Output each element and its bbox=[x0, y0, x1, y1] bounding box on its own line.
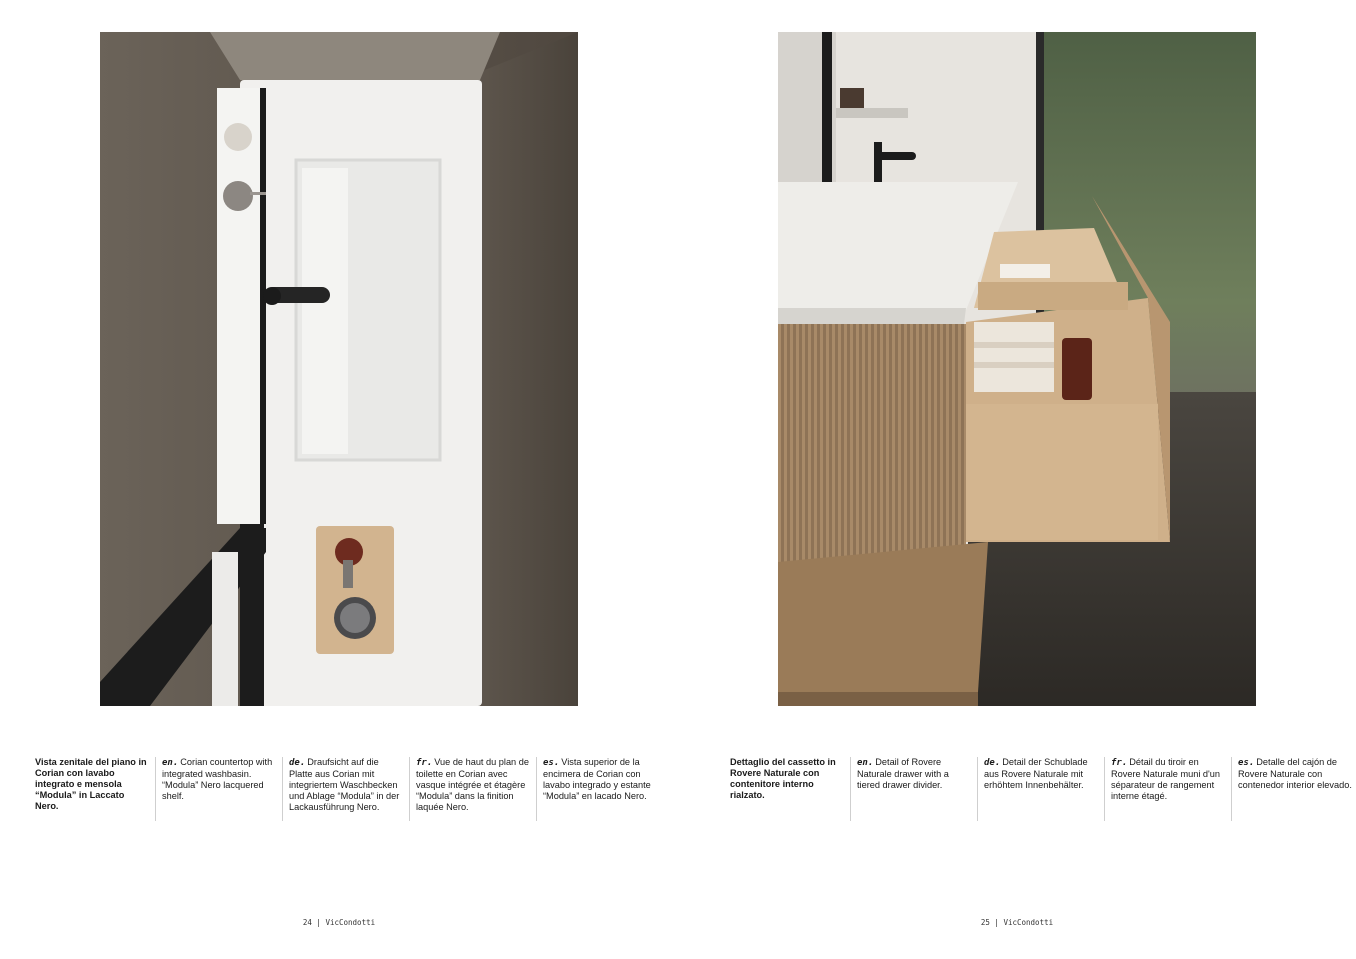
caption-italian: Dettaglio del cassetto in Rovere Naturale con contenitore interno rialzato. bbox=[730, 757, 836, 800]
caption-es bbox=[1231, 757, 1356, 821]
caption-en bbox=[850, 757, 977, 821]
caption-fr bbox=[409, 757, 536, 821]
lang-code: es. bbox=[1238, 758, 1255, 768]
caption-text: Draufsicht auf die Platte aus Corian mit integriertem Waschbecken und Ablage “Modula” in der Lackausführung Nero. bbox=[289, 757, 400, 812]
lang-code: en. bbox=[857, 758, 874, 768]
caption-es bbox=[536, 757, 663, 821]
page-footer: 24 | VicCondotti bbox=[302, 918, 376, 927]
caption-italian: Vista zenitale del piano in Corian con lavabo integrato e mensola “Modula” in Laccato Nero. bbox=[35, 757, 147, 811]
page-number: 24 bbox=[302, 918, 312, 927]
drawer-detail-photo bbox=[778, 32, 1256, 706]
lang-code: es. bbox=[543, 758, 560, 768]
caption-fr bbox=[1104, 757, 1231, 821]
top-view-washbasin-photo bbox=[100, 32, 578, 706]
caption-text: Vista superior de la encimera de Corian con lavabo integrado y estante “Modula” en lacado Nero. bbox=[543, 757, 651, 801]
caption-text: Detalle del cajón de Rovere Naturale con contenedor interior elevado. bbox=[1238, 757, 1352, 790]
lang-code: de. bbox=[984, 758, 1001, 768]
lang-code: fr. bbox=[416, 758, 433, 768]
right-caption-block bbox=[730, 757, 1356, 821]
page-footer: 25 | VicCondotti bbox=[980, 918, 1054, 927]
lang-code: en. bbox=[162, 758, 179, 768]
caption-de bbox=[282, 757, 409, 821]
caption-text: Vue de haut du plan de toilette en Corian avec vasque intégrée et étagère “Modula” dans la finition laquée Nero. bbox=[416, 757, 529, 812]
caption-en bbox=[155, 757, 282, 821]
caption-text: Detail of Rovere Naturale drawer with a tiered drawer divider. bbox=[857, 757, 949, 790]
right-page bbox=[678, 0, 1356, 959]
caption-text: Detail der Schublade aus Rovere Naturale mit erhöhtem Innenbehälter. bbox=[984, 757, 1088, 790]
caption-text: Détail du tiroir en Rovere Naturale muni d'un séparateur de rangement interne étagé. bbox=[1111, 757, 1220, 801]
lang-code: de. bbox=[289, 758, 306, 768]
page-number: 25 bbox=[980, 918, 990, 927]
caption-text: Corian countertop with integrated washbasin. “Modula” Nero lacquered shelf. bbox=[162, 757, 273, 801]
brand-name: VicCondotti bbox=[1003, 918, 1054, 927]
caption-de bbox=[977, 757, 1104, 821]
lang-code: fr. bbox=[1111, 758, 1128, 768]
left-caption-block bbox=[35, 757, 663, 821]
brand-name: VicCondotti bbox=[325, 918, 376, 927]
